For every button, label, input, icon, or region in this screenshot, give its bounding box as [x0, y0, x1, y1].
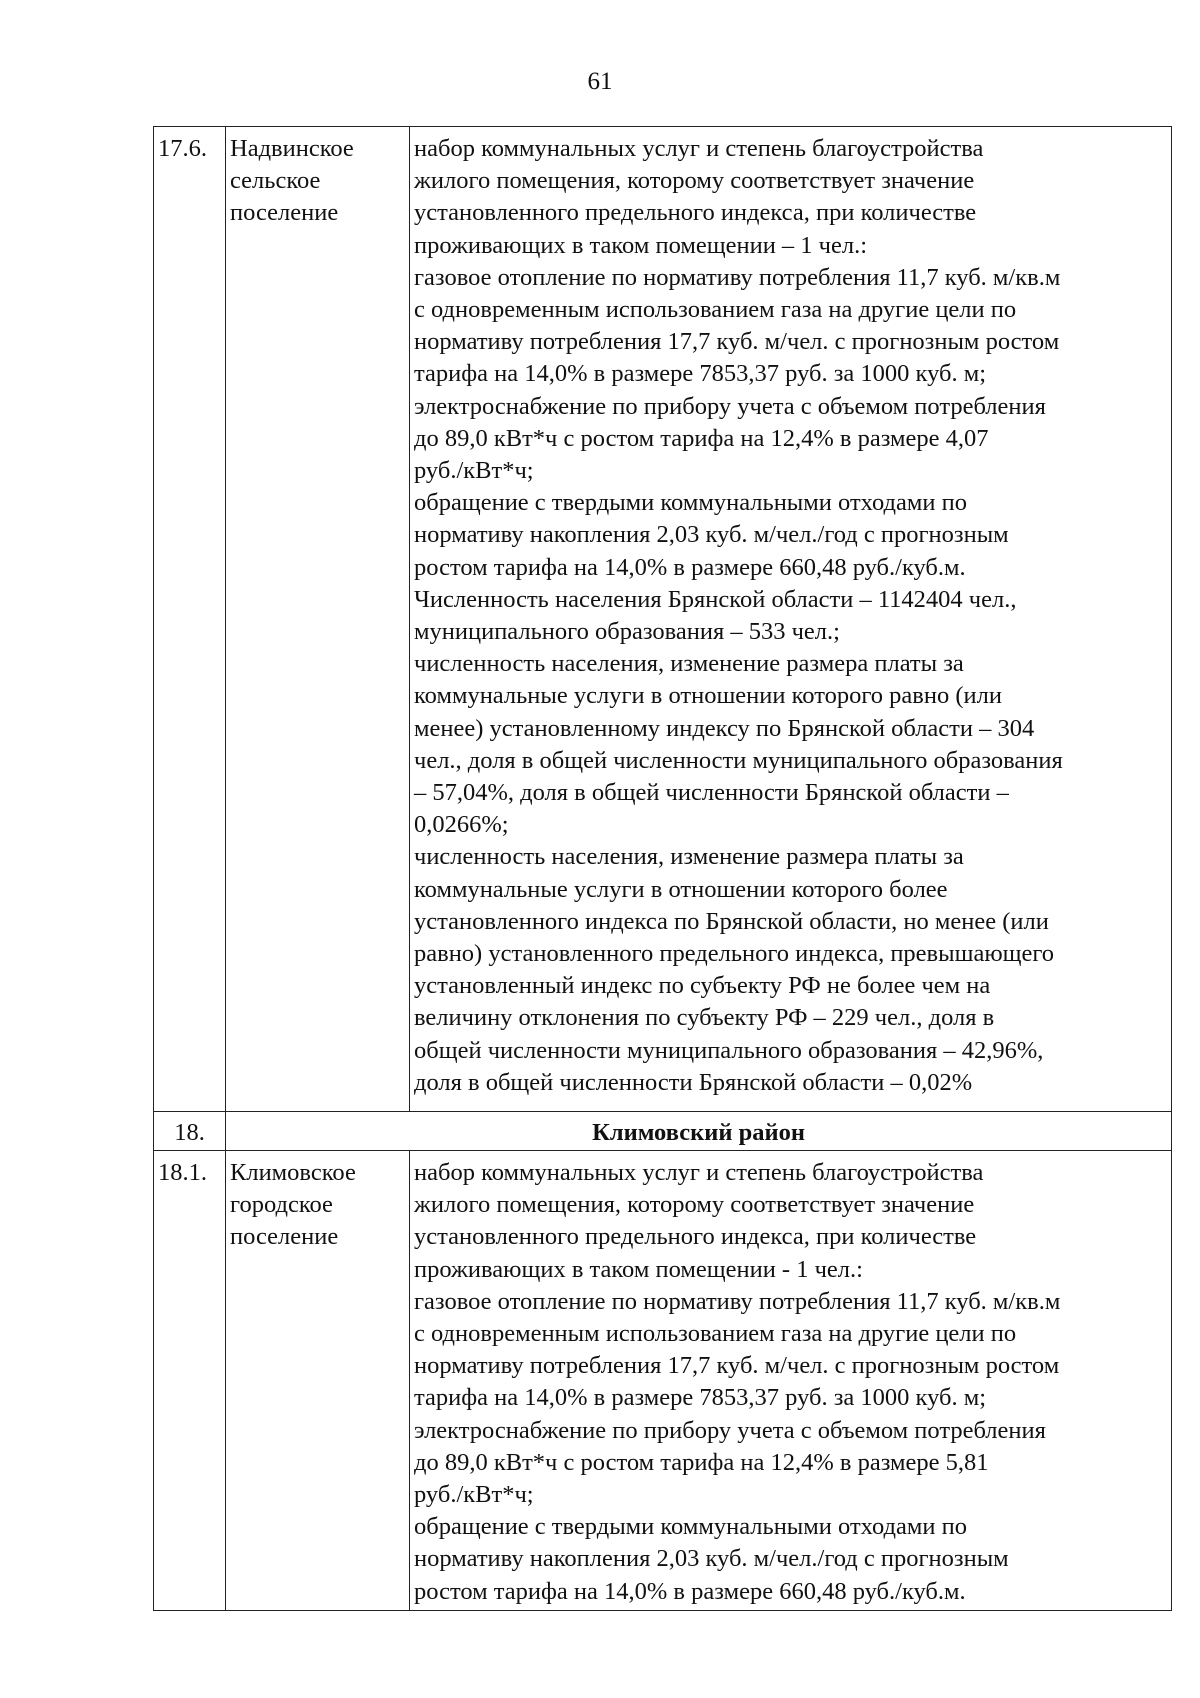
- description-line: величину отклонения по субъекту РФ – 229 чел., доля в: [414, 1004, 995, 1032]
- section-title: Климовский район: [226, 1112, 1172, 1151]
- description-line: ростом тарифа на 14,0% в размере 660,48 руб./куб.м.: [414, 1577, 966, 1605]
- description-line: проживающих в таком помещении - 1 чел.:: [414, 1255, 863, 1283]
- page-number: 61: [587, 68, 613, 95]
- table-row: [154, 1151, 1172, 1611]
- description-line: набор коммунальных услуг и степень благоустройства: [414, 1159, 984, 1186]
- description-line: обращение с твердыми коммунальными отходами по: [414, 489, 967, 517]
- description-line: установленного предельного индекса, при количестве: [414, 1223, 977, 1251]
- description-line: менее) установленному индексу по Брянской области – 304: [414, 714, 1035, 742]
- row-number: 18.1.: [154, 1151, 226, 1611]
- description-line: ростом тарифа на 14,0% в размере 660,48 руб./куб.м.: [414, 553, 966, 581]
- row-number: 17.6.: [154, 127, 226, 1112]
- municipal-table: [153, 126, 1172, 1611]
- description-line: коммунальные услуги в отношении которого более: [414, 875, 948, 903]
- description-line: коммунальные услуги в отношении которого равно (или: [414, 682, 1002, 710]
- description-line: равно) установленного предельного индекса, превышающего: [414, 940, 1055, 968]
- description-line: проживающих в таком помещении – 1 чел.:: [414, 231, 868, 259]
- description-line: Численность населения Брянской области – 1142404 чел.,: [414, 585, 1017, 613]
- settlement-name-line: Надвинское: [230, 135, 354, 162]
- description-line: с одновременным использованием газа на другие цели по: [414, 296, 1017, 324]
- description-line: руб./кВт*ч;: [414, 1481, 534, 1509]
- description-line: тарифа на 14,0% в размере 7853,37 руб. за 1000 куб. м;: [414, 360, 987, 388]
- description-line: численность населения, изменение размера платы за: [414, 650, 964, 678]
- section-row: [154, 1112, 1172, 1151]
- description-line: газовое отопление по нормативу потребления 11,7 куб. м/кв.м: [414, 1287, 1061, 1315]
- settlement-name-line: Климовское: [230, 1159, 356, 1186]
- description-line: муниципального образования – 533 чел.;: [414, 618, 840, 646]
- settlement-name: [226, 1151, 410, 1611]
- description-line: тарифа на 14,0% в размере 7853,37 руб. за 1000 куб. м;: [414, 1384, 987, 1412]
- table-row: [154, 127, 1172, 1112]
- settlement-name-line: городское: [230, 1191, 333, 1219]
- description-line: до 89,0 кВт*ч с ростом тарифа на 12,4% в размере 5,81: [414, 1448, 989, 1476]
- description-line: доля в общей численности Брянской области – 0,02%: [414, 1068, 973, 1096]
- description-line: численность населения, изменение размера платы за: [414, 843, 964, 871]
- description-line: установленного предельного индекса, при количестве: [414, 199, 977, 227]
- settlement-description: [410, 127, 1172, 1112]
- settlement-name-line: поселение: [230, 199, 339, 227]
- description-line: 0,0266%;: [414, 811, 509, 839]
- description-line: с одновременным использованием газа на другие цели по: [414, 1320, 1017, 1348]
- description-line: – 57,04%, доля в общей численности Брянской области –: [414, 779, 1009, 807]
- settlement-name-line: сельское: [230, 167, 321, 195]
- description-line: установленный индекс по субъекту РФ не более чем на: [414, 972, 991, 1000]
- description-line: электроснабжение по прибору учета с объемом потребления: [414, 392, 1046, 420]
- description-line: общей численности муниципального образования – 42,96%,: [414, 1036, 1044, 1064]
- description-line: электроснабжение по прибору учета с объемом потребления: [414, 1416, 1046, 1444]
- description-line: жилого помещения, которому соответствует значение: [414, 1191, 975, 1219]
- description-line: жилого помещения, которому соответствует значение: [414, 167, 975, 195]
- description-line: нормативу потребления 17,7 куб. м/чел. с прогнозным ростом: [414, 328, 1060, 356]
- settlement-name: [226, 127, 410, 1112]
- settlement-description: [410, 1151, 1172, 1611]
- description-line: набор коммунальных услуг и степень благоустройства: [414, 135, 984, 162]
- description-line: газовое отопление по нормативу потребления 11,7 куб. м/кв.м: [414, 263, 1061, 291]
- settlement-name-line: поселение: [230, 1223, 339, 1251]
- description-line: нормативу накопления 2,03 куб. м/чел./год с прогнозным: [414, 521, 1009, 549]
- description-line: нормативу накопления 2,03 куб. м/чел./год с прогнозным: [414, 1545, 1009, 1573]
- description-line: чел., доля в общей численности муниципального образования: [414, 746, 1063, 774]
- description-line: нормативу потребления 17,7 куб. м/чел. с прогнозным ростом: [414, 1352, 1060, 1380]
- description-line: до 89,0 кВт*ч с ростом тарифа на 12,4% в размере 4,07: [414, 424, 989, 452]
- description-line: обращение с твердыми коммунальными отходами по: [414, 1513, 967, 1541]
- section-number: 18.: [154, 1112, 226, 1151]
- description-line: руб./кВт*ч;: [414, 457, 534, 485]
- description-line: установленного индекса по Брянской области, но менее (или: [414, 907, 1049, 935]
